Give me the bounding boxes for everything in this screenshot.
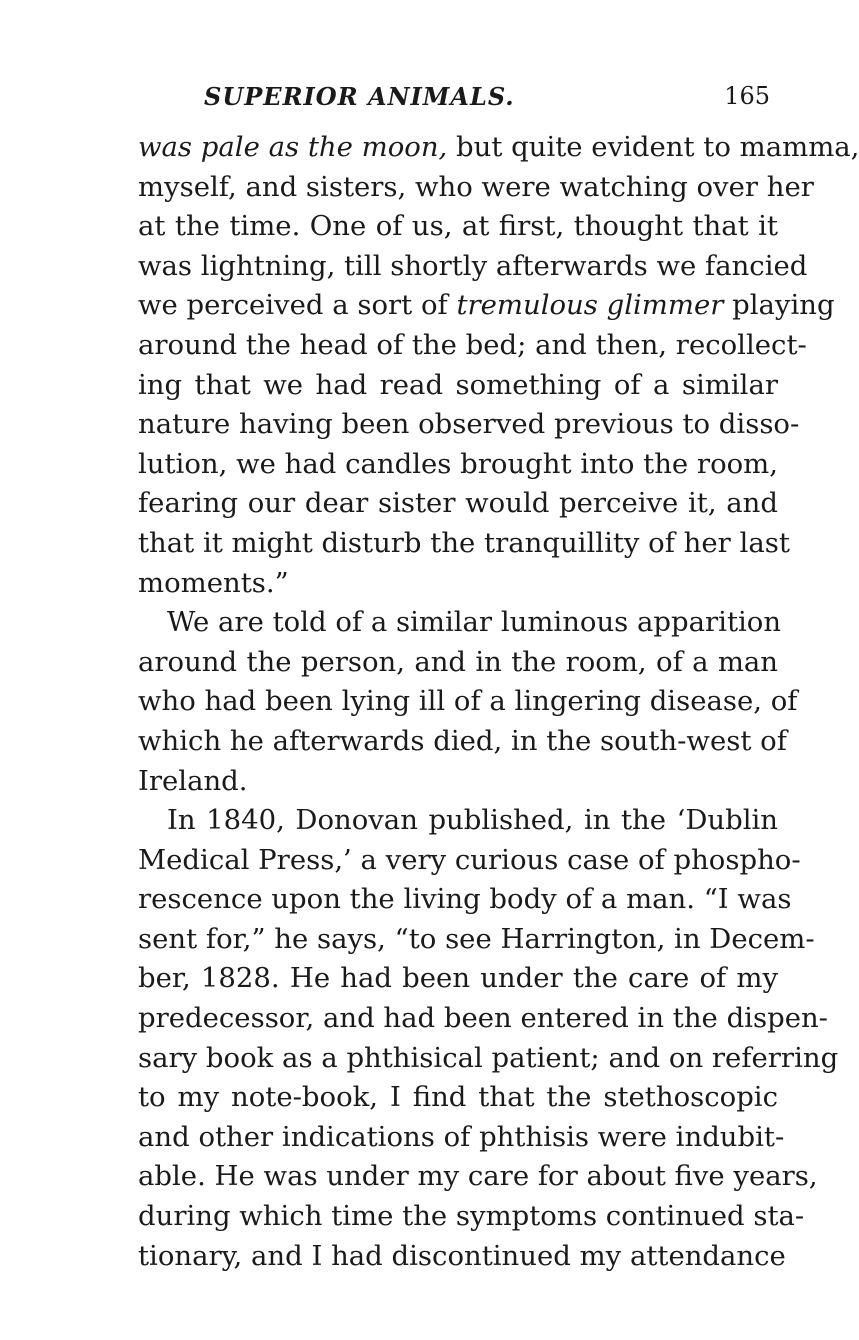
line-text: which he afterwards died, in the south-west of	[138, 724, 787, 757]
text-line-9	[138, 445, 778, 485]
italic-phrase: tremulous glimmer	[456, 289, 724, 322]
line-text: ing that we had read something of a similar	[138, 368, 778, 401]
italic-phrase: was pale as the moon,	[138, 131, 448, 163]
text-line-5	[138, 286, 835, 326]
text-line-21	[138, 920, 815, 960]
line-text: In 1840, Donovan published, in the ‘Dublin	[167, 804, 778, 837]
text-line-16	[138, 722, 787, 762]
line-text: who had been lying ill of a lingering disease, of	[138, 685, 798, 718]
text-line-8	[138, 405, 800, 445]
text-line-4	[138, 247, 808, 287]
text-line-14	[138, 643, 778, 683]
text-line-13	[138, 603, 782, 643]
text-line-24	[138, 1039, 839, 1079]
text-line-23	[138, 999, 828, 1039]
line-text: at the time. One of us, at first, thought that it	[138, 210, 778, 243]
line-text: myself, and sisters, who were watching over her	[138, 170, 814, 203]
line-text: around the person, and in the room, of a man	[138, 645, 778, 678]
text-line-15	[138, 682, 798, 722]
text-line-7	[138, 366, 778, 406]
line-text: sary book as a phthisical patient; and on referring	[138, 1041, 839, 1074]
text-line-6	[138, 326, 807, 366]
text-line-17	[138, 762, 778, 802]
line-text: playing	[723, 289, 835, 322]
text-line-19	[138, 841, 801, 881]
line-text: sent for,” he says, “to see Harrington, in Decem-	[138, 922, 815, 955]
line-text: moments.”	[138, 566, 289, 599]
text-line-3	[138, 207, 778, 247]
line-text: to my note-book, I find that the stethoscopic	[138, 1081, 778, 1114]
line-text: lution, we had candles brought into the room,	[138, 447, 778, 480]
text-line-11	[138, 524, 790, 564]
text-line-22	[138, 959, 778, 999]
line-text: during which time the symptoms continued sta-	[138, 1200, 805, 1233]
line-text: able. He was under my care for about five years,	[138, 1160, 818, 1193]
text-line-2	[138, 168, 814, 208]
text-line-27	[138, 1157, 818, 1197]
text-line-18	[138, 801, 778, 841]
text-line-12	[138, 564, 778, 604]
line-text: ber, 1828. He had been under the care of my	[138, 962, 778, 995]
line-text: that it might disturb the tranquillity of her last	[138, 526, 790, 559]
running-title: SUPERIOR ANIMALS.	[204, 82, 515, 111]
line-text: tionary, and I had discontinued my attendance	[138, 1239, 786, 1272]
line-text: we perceived a sort of	[138, 289, 457, 322]
page-number: 165	[724, 82, 770, 110]
line-text: We are told of a similar luminous apparition	[167, 606, 782, 639]
line-text: predecessor, and had been entered in the dispen-	[138, 1002, 828, 1035]
line-text: nature having been observed previous to disso-	[138, 408, 800, 441]
text-line-26	[138, 1118, 785, 1158]
line-text: and other indications of phthisis were indubit-	[138, 1120, 785, 1153]
line-text: was lightning, till shortly afterwards we fancied	[138, 249, 808, 282]
text-line-10	[138, 484, 778, 524]
text-line-28	[138, 1197, 805, 1237]
running-head	[140, 82, 770, 122]
body-text	[138, 128, 859, 1276]
text-line-29	[138, 1237, 786, 1277]
line-text: rescence upon the living body of a man. “I was	[138, 883, 792, 916]
line-text: Ireland.	[138, 764, 248, 797]
line-text: around the head of the bed; and then, recollect-	[138, 328, 807, 361]
text-line-1	[138, 128, 859, 168]
line-text: but quite evident to mamma,	[447, 131, 859, 163]
text-line-25	[138, 1078, 778, 1118]
line-text: fearing our dear sister would perceive it, and	[138, 487, 778, 520]
line-text: Medical Press,’ a very curious case of phospho-	[138, 843, 801, 876]
text-line-20	[138, 880, 792, 920]
